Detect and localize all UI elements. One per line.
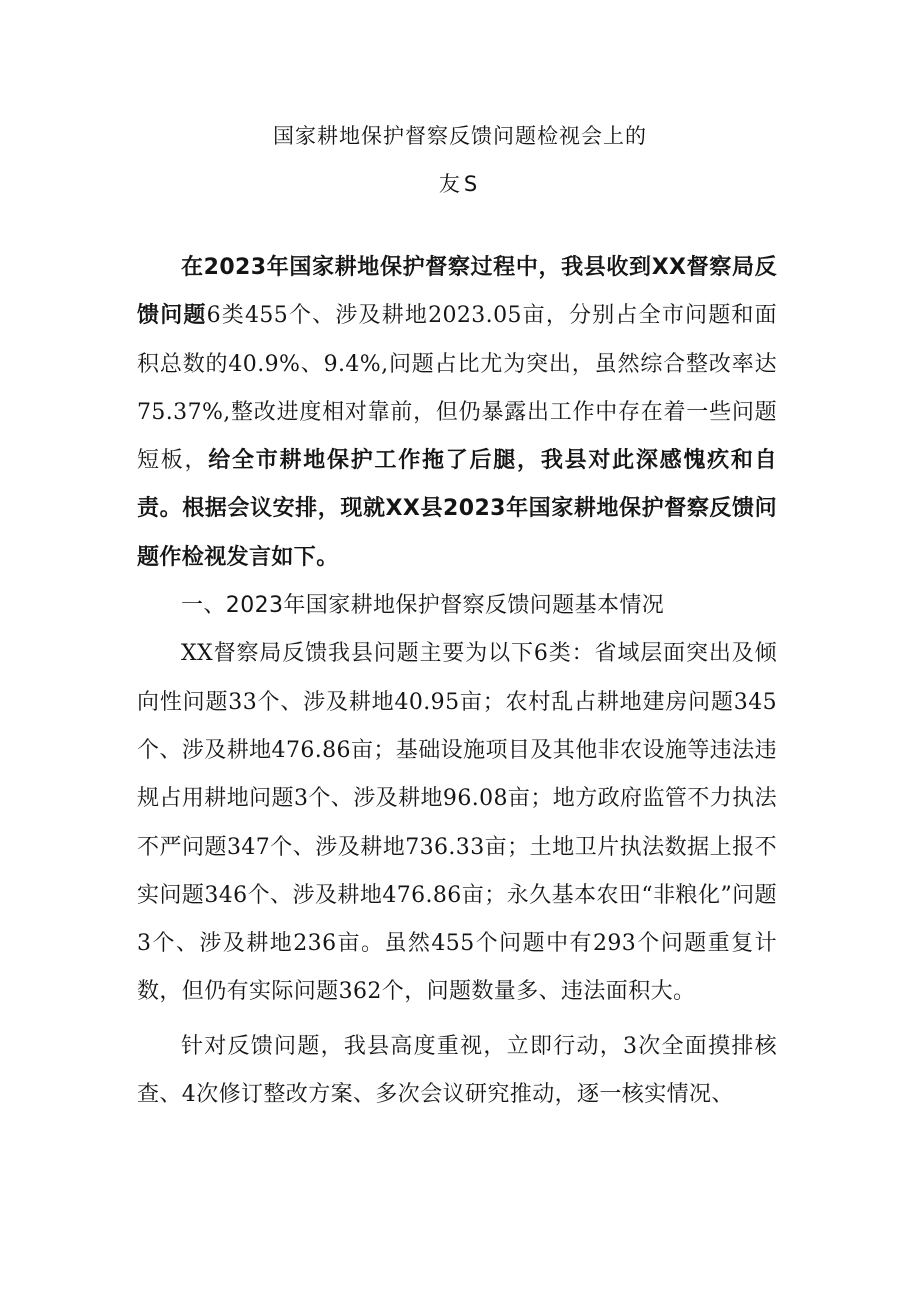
paragraph-intro-normal: 6类455个、涉及耕地2023.05亩，分别占全市问题和面积总数的40.9%、9.4%,问题占比尤为突出，虽然综合整改率达75.37%,整改进度相对靠前，但仍暴露出工作中存在着一些问题短板，: [137, 303, 777, 474]
document-title-line-2: 友S: [438, 172, 482, 196]
paragraph-response: 针对反馈问题，我县高度重视，立即行动，3次全面摸排核查、4次修订整改方案、多次会议研究推动，逐一核实情况、: [137, 1033, 777, 1108]
paragraph-issues: XX督察局反馈我县问题主要为以下6类：省域层面突出及倾向性问题33个、涉及耕地40.95亩；农村乱占耕地建房问题345个、涉及耕地476.86亩；基础设施项目及其他非农设施等违法违规占用耕地问题3个、涉及耕地96.08亩；地方政府监管不力执法不严问题347个、涉及耕地736.33亩；土地卫片执法数据上报不实问题346个、涉及耕地476.86亩；永久基本农田“非粮化”问题3个、涉及耕地236亩。虽然455个问题中有293个问题重复计数，但仍有实际问题362个，问题数量多、违法面积大。: [137, 641, 777, 1005]
section-heading-1: 一、2023年国家耕地保护督察反馈问题基本情况: [181, 593, 665, 619]
document-title-line-1: 国家耕地保护督察反馈问题检视会上的: [273, 124, 647, 148]
paragraph-intro-bold-tail: 给全市耕地保护工作拖了后腿，我县对此深感愧疚和自责。根据会议安排，现就XX县2023年国家耕地保护督察反馈问题作检视发言如下。: [137, 448, 777, 570]
paragraph-intro-bold-lead: 在2023年国家耕地保护督察过程中，我县收到XX督察局反馈问题: [137, 255, 777, 329]
document-body: [137, 244, 777, 1119]
paragraph-intro: [137, 244, 777, 582]
